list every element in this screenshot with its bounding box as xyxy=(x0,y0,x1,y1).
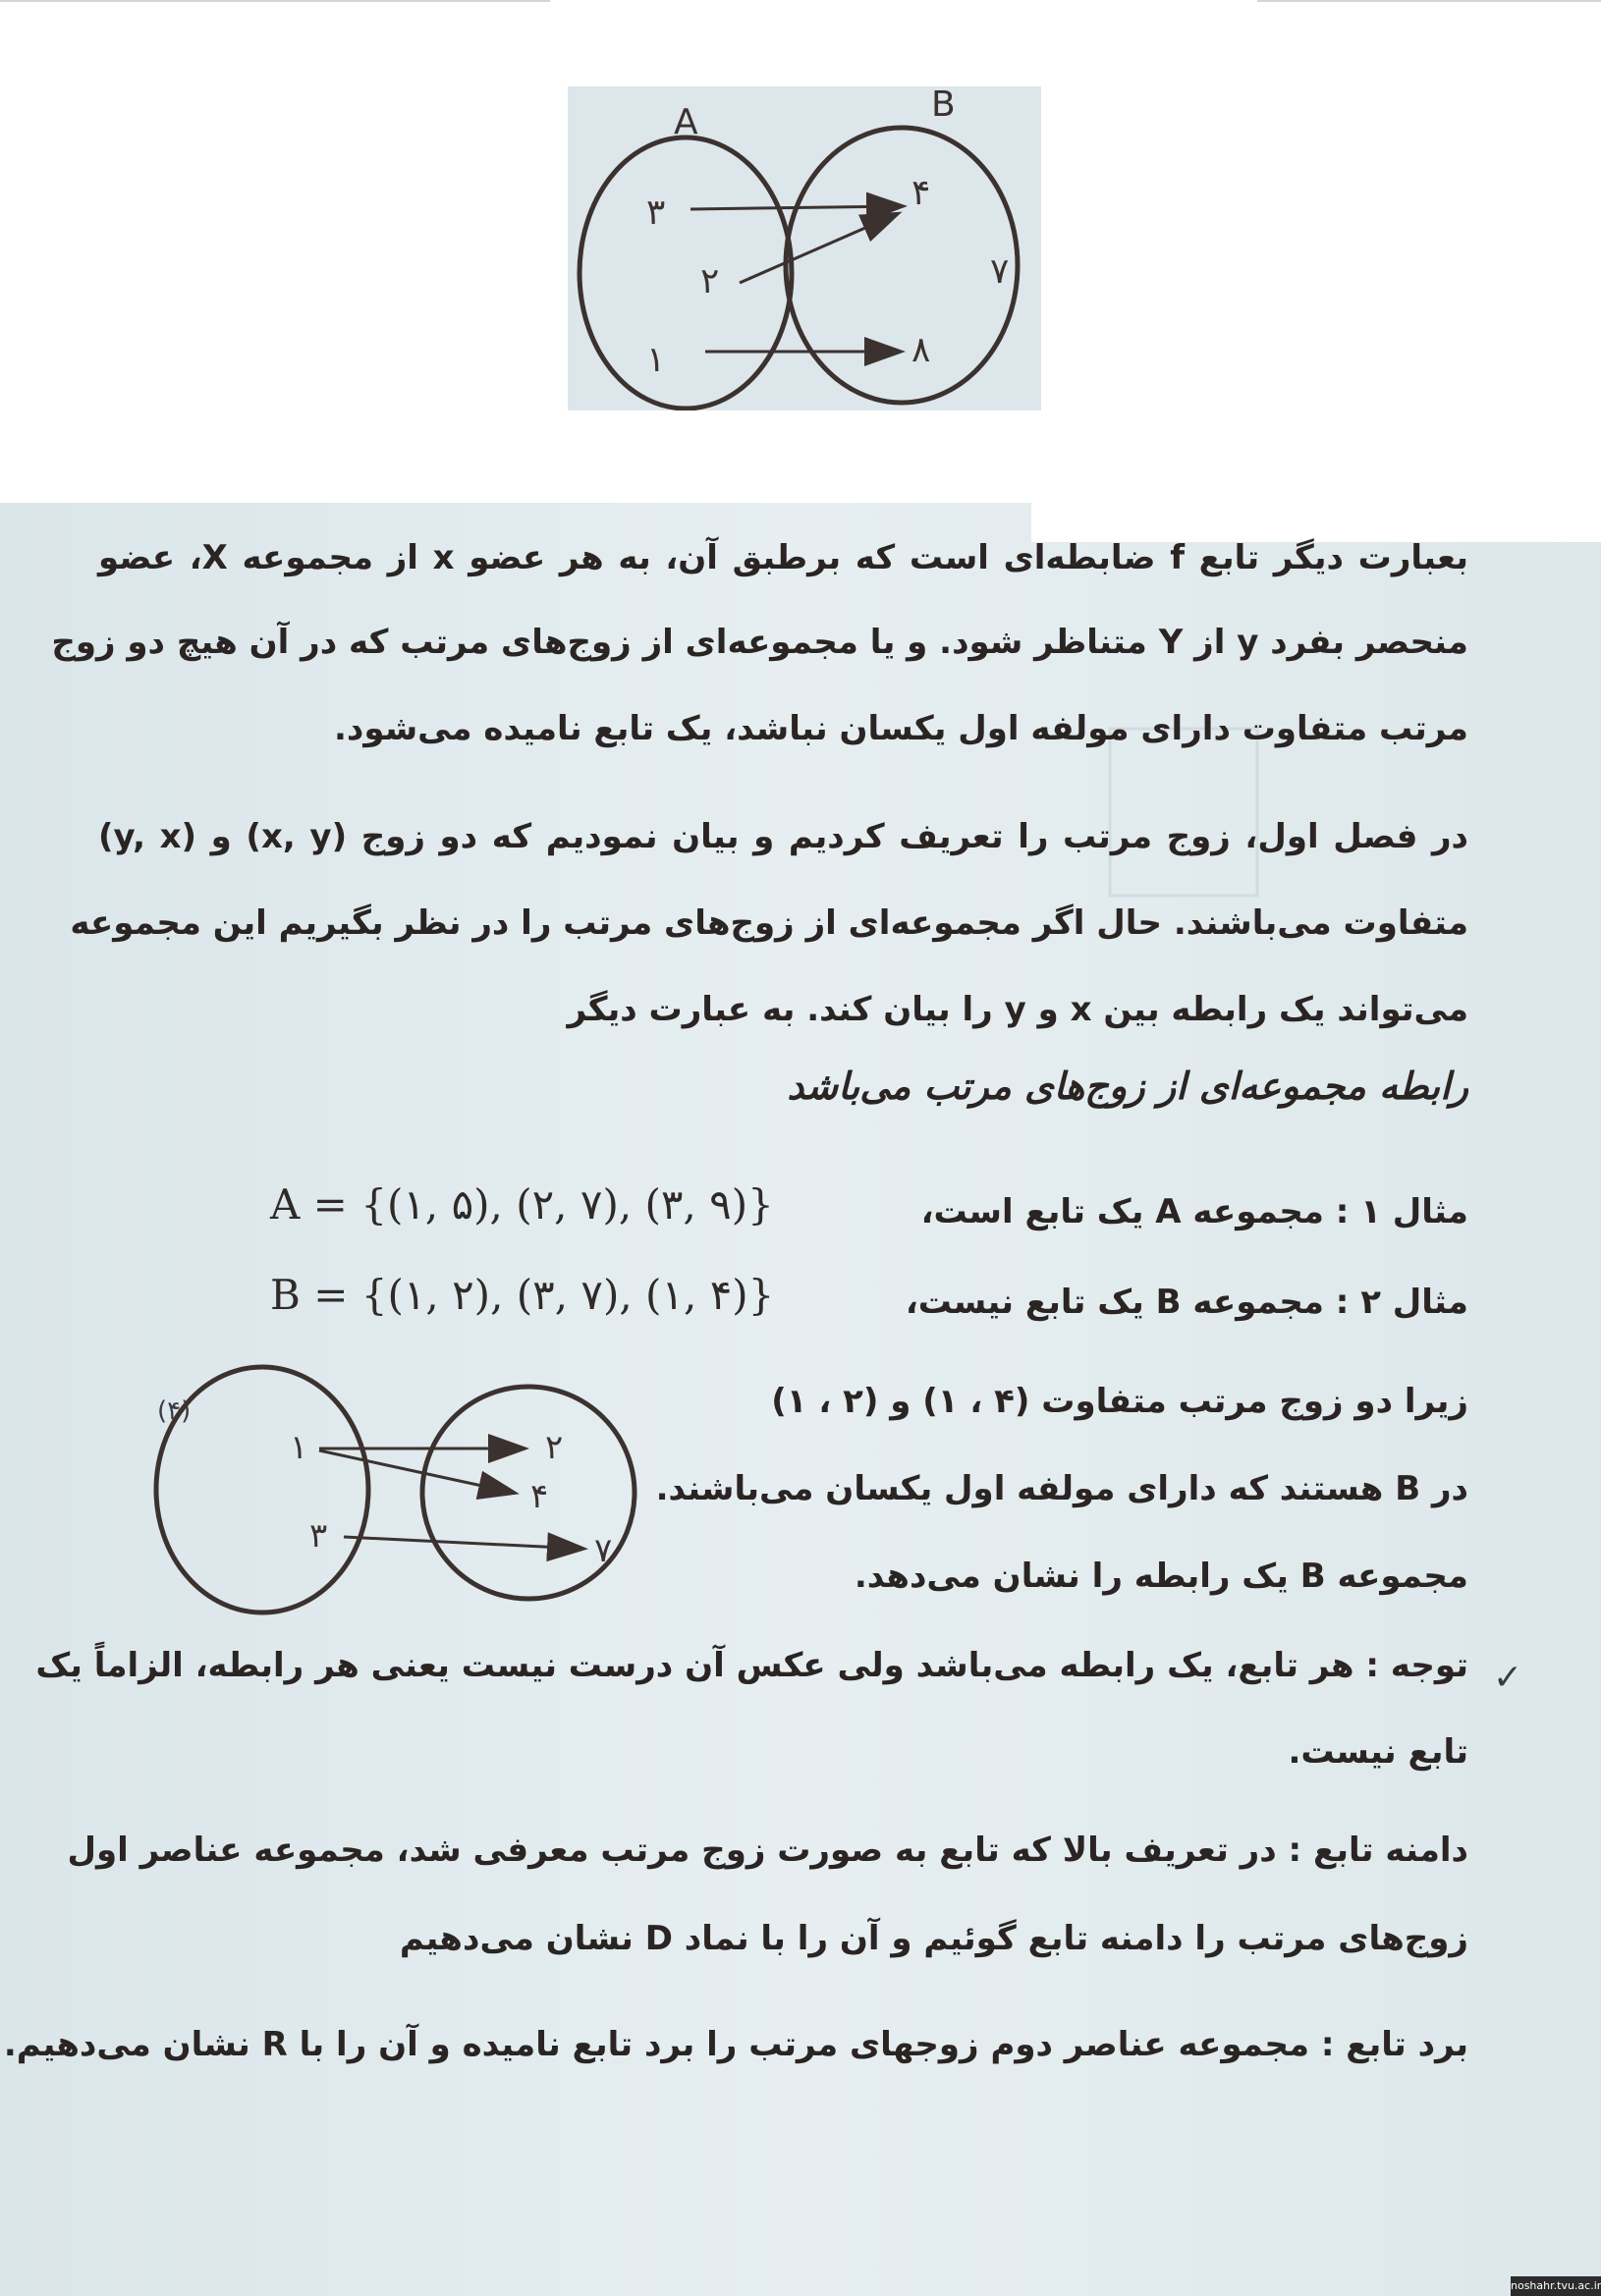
example-label: مثال ۱ : مجموعه A یک تابع است، xyxy=(920,1192,1468,1231)
domain-element: ۱ xyxy=(290,1428,308,1467)
mapping-arrow xyxy=(344,1537,582,1549)
mapping-arrow xyxy=(740,214,897,283)
domain-element: ۳ xyxy=(309,1516,328,1556)
mapping-diagram-mid xyxy=(152,1360,648,1620)
reason-line: زیرا دو زوج مرتب متفاوت (۴ ، ۱) و (۲ ، ۱) xyxy=(771,1382,1468,1421)
reason-line: مجموعه B یک رابطه را نشان می‌دهد. xyxy=(854,1557,1468,1596)
mapping-arrow xyxy=(319,1450,514,1493)
set-b-oval xyxy=(786,128,1018,403)
reason-line: در B هستند که دارای مولفه اول یکسان می‌باشند. xyxy=(655,1469,1468,1508)
scan-edge-left xyxy=(0,0,550,2)
mapping-diagram-svg xyxy=(568,86,1041,410)
codomain-element: ۷ xyxy=(594,1531,613,1570)
note-line: توجه : هر تابع، یک رابطه می‌باشد ولی عکس آن درست نیست یعنی هر رابطه، الزاماً یک xyxy=(35,1646,1468,1685)
range-line: برد تابع : مجموعه عناصر دوم زوجهای مرتب را برد تابع نامیده و آن را با R نشان می‌دهیم. xyxy=(3,2025,1468,2064)
set-a-element: ۱ xyxy=(646,340,666,380)
text-line: مرتب متفاوت دارای مولفه اول یکسان نباشد، یک تابع نامیده می‌شود. xyxy=(334,709,1468,748)
margin-mark: (۴) xyxy=(157,1396,192,1426)
set-a-element: ۲ xyxy=(700,261,720,301)
domain-line: زوج‌های مرتب را دامنه تابع گوئیم و آن را با نماد D نشان می‌دهیم xyxy=(399,1919,1468,1958)
scan-edge-right xyxy=(1257,0,1601,2)
set-b-element: ۷ xyxy=(990,251,1010,292)
example-label: مثال ۲ : مجموعه B یک تابع نیست، xyxy=(905,1283,1468,1322)
text-line: می‌تواند یک رابطه بین x و y را بیان کند. به عبارت دیگر xyxy=(567,990,1468,1029)
mapping-diagram-mid-svg xyxy=(152,1360,648,1620)
example-set: A = {(۱, ۵), (۲, ۷), (۳, ۹)} xyxy=(270,1180,774,1229)
codomain-element: ۲ xyxy=(545,1428,564,1467)
set-a-element: ۳ xyxy=(646,192,666,233)
codomain-element: ۴ xyxy=(530,1477,549,1516)
text-line: در فصل اول، زوج مرتب را تعریف کردیم و بیان نمودیم که دو زوج (x, y) و (y, x) xyxy=(98,817,1468,856)
mapping-diagram-top xyxy=(568,86,1041,410)
domain-oval xyxy=(156,1367,368,1613)
text-line: متفاوت می‌باشند. حال اگر مجموعه‌ای از زوج‌های مرتب را در نظر بگیریم این مجموعه xyxy=(70,903,1468,943)
mapping-arrow xyxy=(690,206,902,209)
set-b-element: ۸ xyxy=(911,330,931,370)
domain-line: دامنه تابع : در تعریف بالا که تابع به صورت زوج مرتب معرفی شد، مجموعه عناصر اول xyxy=(67,1831,1468,1870)
scanned-page xyxy=(0,503,1601,2296)
set-b-element: ۴ xyxy=(911,173,931,213)
pencil-mark-icon: ✓ xyxy=(1493,1658,1523,1698)
text-line: بعبارت دیگر تابع f ضابطه‌ای است که برطبق آن، به هر عضو x از مجموعه X، عضو xyxy=(98,538,1468,577)
site-footer-label: noshahr.tvu.ac.ir xyxy=(1511,2276,1601,2296)
definition-heading: رابطه مجموعه‌ای از زوج‌های مرتب می‌باشد xyxy=(787,1065,1468,1108)
note-line: تابع نیست. xyxy=(1288,1732,1468,1772)
example-set: B = {(۱, ۲), (۳, ۷), (۱, ۴)} xyxy=(270,1271,775,1319)
text-line: منحصر بفرد y از Y متناظر شود. و یا مجموعه‌ای از زوج‌های مرتب که در آن هیچ دو زوج xyxy=(51,623,1468,662)
set-b-label: B xyxy=(931,86,956,125)
set-a-label: A xyxy=(674,102,698,142)
